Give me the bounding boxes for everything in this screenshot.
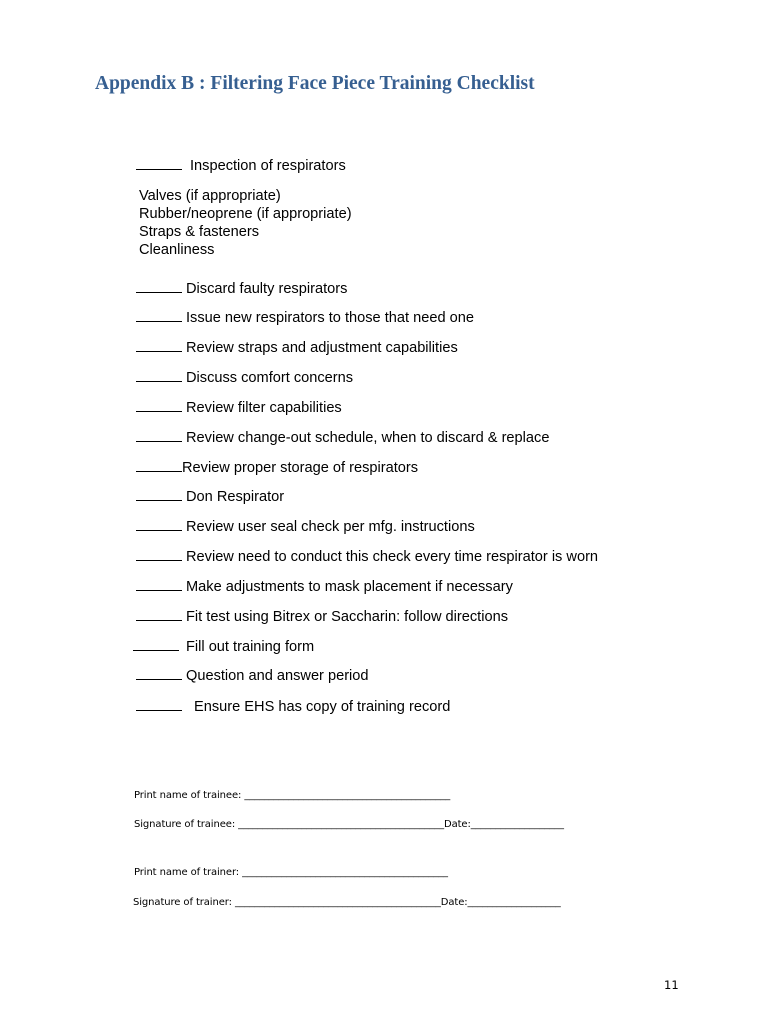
checklist-item [136, 339, 458, 357]
checklist-item-label: Discuss comfort concerns [186, 370, 354, 386]
checkbox-blank[interactable] [136, 339, 182, 352]
checklist-item-label: Fit test using Bitrex or Saccharin: follow directions [186, 609, 509, 625]
checkbox-blank[interactable] [136, 488, 182, 501]
checklist-item [136, 399, 342, 417]
checklist-item-label: Review filter capabilities [186, 400, 342, 416]
checklist-item [136, 459, 418, 477]
checklist-item [136, 309, 474, 327]
checklist-item [136, 369, 353, 387]
checklist-item-label: Don Respirator [186, 489, 285, 505]
checklist-item-label: Issue new respirators to those that need one [186, 310, 474, 326]
checkbox-blank[interactable] [136, 399, 182, 412]
checklist-item [136, 608, 508, 626]
checklist-item-label: Review straps and adjustment capabilities [186, 340, 458, 356]
checklist-item [136, 548, 598, 566]
checklist-item [136, 429, 549, 447]
page-number: 11 [664, 978, 679, 992]
checklist-item [133, 638, 314, 656]
page-title: Appendix B : Filtering Face Piece Training Checklist [95, 73, 535, 94]
print-name-trainer-field[interactable]: Print name of trainer: __________________________________________ [134, 867, 448, 878]
checkbox-blank[interactable] [136, 608, 182, 621]
checkbox-blank[interactable] [136, 578, 182, 591]
checkbox-blank[interactable] [136, 157, 182, 170]
checklist-item-label: Inspection of respirators [190, 158, 346, 174]
checklist-item-label: Review need to conduct this check every time respirator is worn [186, 549, 599, 565]
checklist-item [136, 578, 513, 596]
checklist-item-label: Question and answer period [186, 668, 369, 684]
checkbox-blank[interactable] [136, 518, 182, 531]
print-name-trainee-field[interactable]: Print name of trainee: __________________________________________ [134, 790, 451, 801]
signature-trainee-field[interactable]: Signature of trainee: __________________________________________Date:___________________ [134, 819, 564, 830]
inspection-subitem: Valves (if appropriate) [139, 188, 281, 204]
checkbox-blank[interactable] [133, 638, 179, 651]
checklist-item-label: Fill out training form [186, 639, 315, 655]
checklist-item [136, 667, 369, 685]
checkbox-blank[interactable] [136, 369, 182, 382]
checklist-item-inspection [136, 157, 346, 175]
checklist-item [136, 518, 475, 536]
checklist-item-label: Review user seal check per mfg. instructions [186, 519, 475, 535]
checklist-item-label: Review change-out schedule, when to discard & replace [186, 430, 550, 446]
checklist-item-label: Ensure EHS has copy of training record [194, 699, 451, 715]
checkbox-blank[interactable] [136, 459, 182, 472]
checkbox-blank[interactable] [136, 667, 182, 680]
checklist-item-label: Review proper storage of respirators [182, 460, 419, 476]
checklist-item-label: Make adjustments to mask placement if necessary [186, 579, 513, 595]
signature-trainer-field[interactable]: Signature of trainer: __________________________________________Date:___________________ [133, 897, 561, 908]
checkbox-blank[interactable] [136, 280, 182, 293]
checkbox-blank[interactable] [136, 548, 182, 561]
inspection-subitem: Rubber/neoprene (if appropriate) [139, 206, 352, 222]
checklist-item [136, 488, 284, 506]
inspection-subitem: Cleanliness [139, 242, 215, 258]
checklist-item [136, 280, 347, 298]
checklist-item-label: Discard faulty respirators [186, 281, 348, 297]
checklist-item [136, 698, 450, 716]
checkbox-blank[interactable] [136, 309, 182, 322]
checkbox-blank[interactable] [136, 698, 182, 711]
inspection-subitem: Straps & fasteners [139, 224, 260, 240]
checkbox-blank[interactable] [136, 429, 182, 442]
